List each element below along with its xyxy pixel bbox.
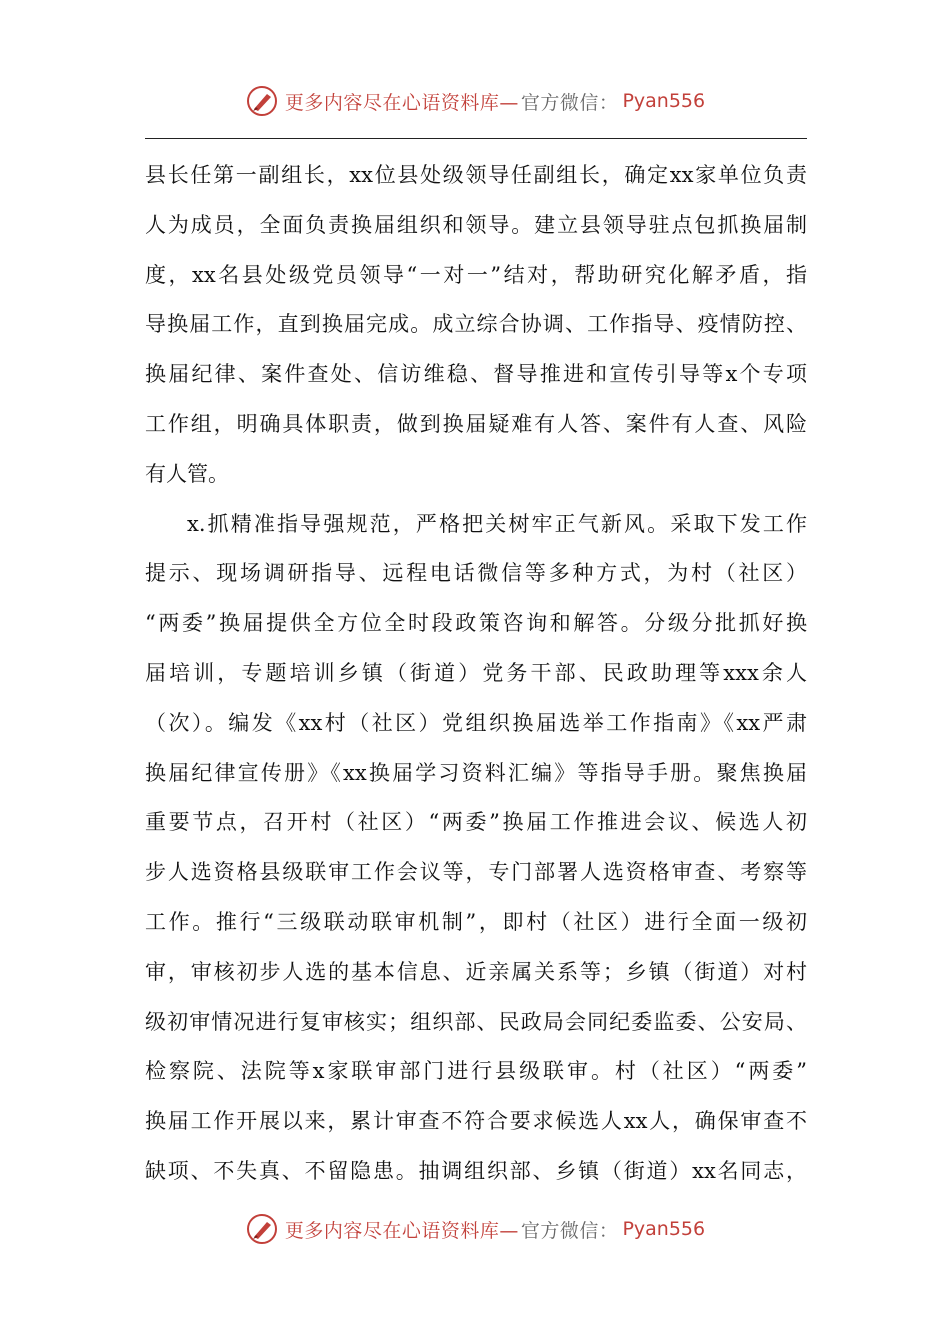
text-line: x.抓精准指导强规范，严格把关树牢正气新风。采取下发工作 [187, 511, 807, 536]
watermark-brand: 更多内容尽在心语资料库— [284, 91, 519, 114]
watermark-wechat-label: 官方微信： [520, 1219, 619, 1242]
text-line: 度，xx名县处级党员领导“一对一”结对，帮助研究化解矛盾，指 [145, 262, 807, 287]
text-line: 人为成员，全面负责换届组织和领导。建立县领导驻点包抓换届制 [145, 212, 807, 237]
text-line: 检察院、法院等x家联审部门进行县级联审。村（社区）“两委” [145, 1059, 807, 1084]
text-line: 审，审核初步人选的基本信息、近亲属关系等；乡镇（街道）对村 [145, 959, 807, 984]
text-line: 工作。推行“三级联动联审机制”，即村（社区）进行全面一级初 [145, 909, 807, 934]
text-line: 县长任第一副组长，xx位县处级领导任副组长，确定xx家单位负责 [145, 163, 807, 187]
text-line: 换届工作开展以来，累计审查不符合要求候选人xx人，确保审查不 [145, 1109, 807, 1134]
watermark-header [0, 84, 950, 118]
text-line: （次）。编发《xx村（社区）党组织换届选举工作指南》《xx严肃 [145, 710, 807, 735]
watermark-brand: 更多内容尽在心语资料库— [284, 1219, 519, 1242]
pen-logo-icon [245, 1212, 279, 1246]
watermark-footer [0, 1212, 950, 1246]
text-line: 步人选资格县级联审工作会议等，专门部署人选资格审查、考察等 [145, 860, 807, 885]
watermark-wechat-label: 官方微信： [520, 91, 619, 114]
text-line: 有人管。 [145, 461, 229, 486]
watermark-wechat-id: Pyan556 [622, 90, 706, 112]
text-line: 级初审情况进行复审核实；组织部、民政局会同纪委监委、公安局、 [145, 1009, 807, 1034]
document-body [145, 151, 807, 1197]
text-line: 换届纪律、案件查处、信访维稳、督导推进和宣传引导等x个专项 [145, 362, 807, 387]
watermark-wechat-id: Pyan556 [622, 1218, 706, 1240]
text-line: 导换届工作，直到换届完成。成立综合协调、工作指导、疫情防控、 [145, 312, 807, 337]
header-rule [145, 138, 807, 139]
text-line: 缺项、不失真、不留隐患。抽调组织部、乡镇（街道）xx名同志， [145, 1158, 807, 1183]
text-line: 重要节点，召开村（社区）“两委”换届工作推进会议、候选人初 [145, 810, 807, 835]
text-line: 工作组，明确具体职责，做到换届疑难有人答、案件有人查、风险 [145, 411, 807, 436]
text-line: 换届纪律宣传册》《xx换届学习资料汇编》等指导手册。聚焦换届 [145, 760, 807, 785]
text-line: 届培训，专题培训乡镇（街道）党务干部、民政助理等xxx余人 [145, 660, 807, 685]
text-line: “两委”换届提供全方位全时段政策咨询和解答。分级分批抓好换 [145, 611, 807, 636]
pen-logo-icon [245, 84, 279, 118]
text-line: 提示、现场调研指导、远程电话微信等多种方式，为村（社区） [145, 561, 807, 586]
